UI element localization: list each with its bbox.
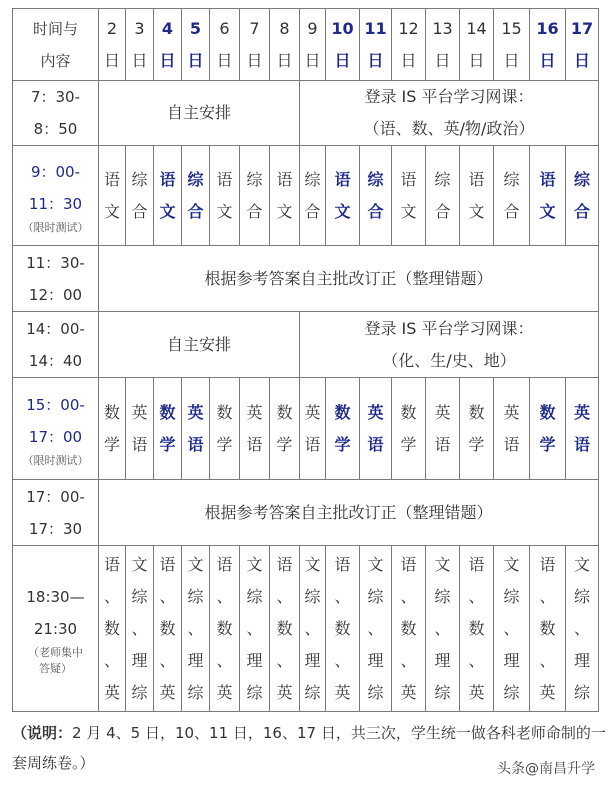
row-morning-self [13,81,599,146]
qa-subject-cell [300,546,326,712]
day-number: 2 [106,18,118,38]
subject-cell [210,378,240,480]
subject-char: 综 [367,682,384,702]
day-header-cell [360,9,392,81]
subject-char: 语 [539,169,556,189]
subject-char: 理 [367,650,384,670]
day-unit: 日 [276,50,293,70]
subject-char: 综 [131,586,148,606]
subject-char: 理 [503,650,520,670]
subject-char: 、 [468,586,485,606]
subject-char: 语 [276,169,293,189]
footer-lead: （说明： [12,724,73,742]
qa-subject-cell [210,546,240,712]
subject-char: 、 [276,586,293,606]
subject-char: 数 [334,402,351,422]
subject-cell [126,378,154,480]
subject-char: 英 [246,402,263,422]
subject-char: 综 [304,682,321,702]
time-start: 14：00- [26,319,85,338]
subject-char: 英 [159,682,176,702]
subject-char: 合 [367,201,384,221]
subject-char: 语 [131,434,148,454]
subject-char: 学 [539,434,556,454]
subject-char: 综 [246,586,263,606]
qa-subject-cell [270,546,300,712]
subject-char: 、 [503,618,520,638]
subject-char: 、 [304,618,321,638]
day-unit: 日 [334,50,351,70]
subject-cell [426,378,460,480]
subject-cell [566,146,599,246]
corner-line-2: 内容 [40,51,71,70]
qa-subject-cell [240,546,270,712]
subject-cell [240,146,270,246]
subject-char: 英 [434,402,451,422]
subject-char: 理 [187,650,204,670]
subject-cell [182,146,210,246]
subject-char: 语 [103,554,120,574]
subject-char: 英 [216,682,233,702]
day-header-cell [426,9,460,81]
time-start: 11：30- [26,253,85,272]
subject-char: 、 [159,650,176,670]
time-start: 9：00- [30,162,81,181]
time-start: 18:30— [26,587,85,606]
row-evening-qa [13,546,599,712]
subject-char: 、 [246,618,263,638]
subject-char: 语 [276,554,293,574]
day-header-cell [270,9,300,81]
subject-cell [460,378,494,480]
subject-char: 语 [159,169,176,189]
subject-cell [426,146,460,246]
subject-char: 综 [503,586,520,606]
subject-char: 英 [131,402,148,422]
qa-subject-cell [326,546,360,712]
day-number: 11 [364,18,387,38]
subject-char: 合 [131,201,148,221]
day-number: 7 [249,18,260,38]
subject-cell [270,378,300,480]
time-note-line-1: （老师集中 [28,645,83,659]
subject-char: 数 [539,618,556,638]
time-start: 15：00- [26,395,85,414]
subject-char: 综 [187,169,204,189]
subject-char: 语 [434,434,451,454]
subject-char: 、 [216,650,233,670]
time-end: 17：00 [28,427,83,446]
subject-char: 文 [503,554,520,574]
subject-cell [392,378,426,480]
schedule-table [12,8,599,712]
subject-char: 文 [276,201,293,221]
qa-subject-cell [392,546,426,712]
subject-char: 文 [187,554,204,574]
subject-char: 语 [304,434,321,454]
subject-char: 英 [503,402,520,422]
subject-char: 学 [216,434,233,454]
subject-char: 理 [304,650,321,670]
day-unit: 日 [216,50,233,70]
subject-char: 综 [573,169,590,189]
day-unit: 日 [246,50,263,70]
subject-char: 合 [304,201,321,221]
subject-char: 数 [103,618,120,638]
subject-cell [99,378,126,480]
subject-char: 文 [131,554,148,574]
subject-char: 语 [334,554,351,574]
subject-char: 数 [159,402,176,422]
subject-char: 学 [400,434,417,454]
day-header-cell [182,9,210,81]
subject-cell [566,378,599,480]
subject-char: 理 [131,650,148,670]
subject-char: 数 [468,402,485,422]
day-header-cell [566,9,599,81]
subject-char: 英 [367,402,384,422]
day-header-cell [126,9,154,81]
day-number: 16 [536,18,559,38]
subject-cell [126,146,154,246]
subject-char: 综 [304,169,321,189]
online-course-line-1: 登录 IS 平台学习网课： [364,87,534,106]
subject-char: 语 [216,554,233,574]
subject-char: 数 [216,402,233,422]
time-end: 11：30 [28,194,83,213]
subject-char: 英 [334,682,351,702]
subject-cell [360,378,392,480]
subject-char: 、 [159,586,176,606]
day-unit: 日 [434,50,451,70]
subject-char: 英 [103,682,120,702]
subject-char: 数 [276,402,293,422]
subject-char: 语 [159,554,176,574]
subject-char: 数 [468,618,485,638]
subject-cell [154,146,182,246]
subject-char: 文 [468,201,485,221]
row-correction-1 [13,246,599,312]
subject-char: 综 [503,169,520,189]
time-end: 17：30 [28,519,83,538]
subject-cell [270,146,300,246]
subject-char: 英 [573,402,590,422]
subject-cell [494,146,530,246]
time-cell [13,246,99,312]
subject-char: 综 [131,169,148,189]
day-number: 15 [501,18,522,38]
day-unit: 日 [367,50,384,70]
subject-char: 综 [246,169,263,189]
day-unit: 日 [304,50,321,70]
subject-char: 文 [103,201,120,221]
day-unit: 日 [503,50,520,70]
day-number: 17 [570,18,594,38]
subject-char: 合 [187,201,204,221]
corner-cell [13,9,99,81]
subject-cell [530,378,566,480]
subject-char: 综 [246,682,263,702]
subject-char: 、 [539,586,556,606]
subject-char: 、 [276,650,293,670]
subject-char: 数 [334,618,351,638]
self-arrange-cell: 自主安排 [99,312,300,378]
subject-char: 学 [159,434,176,454]
subject-cell [182,378,210,480]
day-header-cell [392,9,426,81]
time-cell [13,146,99,246]
online-course-line-2: （语、数、英/物/政治） [363,119,535,138]
time-end: 8：50 [33,120,78,138]
subject-cell [154,378,182,480]
qa-subject-cell [566,546,599,712]
subject-char: 、 [539,650,556,670]
subject-char: 综 [573,586,590,606]
time-note: （限时测试） [22,220,89,234]
day-unit: 日 [103,50,120,70]
subject-char: 文 [367,554,384,574]
subject-char: 合 [434,201,451,221]
subject-char: 、 [400,586,417,606]
subject-char: 合 [573,201,590,221]
day-number: 14 [466,18,487,38]
subject-char: 学 [334,434,351,454]
day-number: 8 [279,18,290,38]
subject-char: 语 [503,434,520,454]
correction-cell: 根据参考答案自主批改订正（整理错题） [99,246,599,312]
subject-char: 语 [246,434,263,454]
subject-char: 文 [539,201,556,221]
day-header-cell [460,9,494,81]
subject-char: 综 [503,682,520,702]
row-morning-test [13,146,599,246]
day-number: 6 [219,18,230,38]
subject-char: 、 [131,618,148,638]
time-note: （限时测试） [22,453,89,467]
subject-char: 综 [367,586,384,606]
subject-char: 理 [246,650,263,670]
day-unit: 日 [187,50,204,70]
subject-char: 语 [468,554,485,574]
day-number: 5 [189,18,202,38]
footer-body: 2 月 4、5 日，10、11 日，16、17 日，共三次，学生统一做各科老师命制的一套周练卷。） [12,724,606,772]
subject-char: 语 [367,434,384,454]
day-number: 10 [331,18,354,38]
subject-char: 综 [367,169,384,189]
day-number: 4 [161,18,174,38]
subject-char: 数 [103,402,120,422]
day-unit: 日 [539,50,556,70]
subject-cell [240,378,270,480]
qa-subject-cell [426,546,460,712]
row-correction-2 [13,480,599,546]
subject-cell [326,146,360,246]
day-header-cell [154,9,182,81]
day-number: 13 [432,18,453,38]
subject-char: 文 [246,554,263,574]
day-header-cell [210,9,240,81]
subject-char: 语 [187,434,204,454]
day-header-cell [300,9,326,81]
subject-char: 综 [304,586,321,606]
subject-char: 英 [276,682,293,702]
subject-char: 综 [573,682,590,702]
time-cell [13,378,99,480]
day-unit: 日 [468,50,485,70]
subject-char: 综 [187,682,204,702]
subject-char: 、 [334,650,351,670]
time-cell [13,480,99,546]
time-end: 12：00 [28,285,83,304]
correction-cell: 根据参考答案自主批改订正（整理错题） [99,480,599,546]
subject-char: 英 [468,682,485,702]
qa-subject-cell [460,546,494,712]
subject-char: 数 [539,402,556,422]
subject-char: 语 [573,434,590,454]
subject-char: 、 [103,650,120,670]
qa-subject-cell [494,546,530,712]
subject-char: 、 [434,618,451,638]
day-header-cell [530,9,566,81]
row-afternoon-test [13,378,599,480]
subject-char: 数 [400,618,417,638]
subject-char: 、 [103,586,120,606]
subject-char: 语 [539,554,556,574]
day-header-cell [99,9,126,81]
subject-char: 、 [468,650,485,670]
time-end: 21:30 [33,619,78,638]
subject-char: 学 [103,434,120,454]
subject-cell [392,146,426,246]
subject-cell [530,146,566,246]
day-unit: 日 [573,50,590,70]
qa-subject-cell [360,546,392,712]
subject-char: 数 [276,618,293,638]
subject-cell [360,146,392,246]
time-end: 14：40 [28,351,83,370]
row-afternoon-self [13,312,599,378]
subject-char: 语 [334,169,351,189]
corner-line-1: 时间与 [32,19,78,38]
subject-char: 语 [103,169,120,189]
subject-char: 数 [400,402,417,422]
subject-char: 学 [276,434,293,454]
subject-char: 、 [573,618,590,638]
day-number: 9 [307,18,318,38]
qa-subject-cell [530,546,566,712]
subject-char: 文 [304,554,321,574]
qa-subject-cell [154,546,182,712]
subject-char: 文 [434,554,451,574]
time-note-line-2: 答疑） [39,661,72,675]
time-cell [13,312,99,378]
time-start: 17：00- [26,487,85,506]
subject-char: 综 [434,682,451,702]
subject-char: 文 [400,201,417,221]
time-cell [13,546,99,712]
subject-char: 语 [216,169,233,189]
subject-char: 综 [187,586,204,606]
subject-char: 英 [304,402,321,422]
subject-char: 理 [434,650,451,670]
time-start: 7：30- [30,88,81,106]
online-course-cell [300,81,599,146]
subject-char: 数 [159,618,176,638]
subject-char: 、 [400,650,417,670]
subject-char: 语 [468,169,485,189]
subject-char: 文 [159,201,176,221]
day-number: 12 [398,18,419,38]
subject-char: 综 [434,169,451,189]
subject-cell [460,146,494,246]
subject-char: 、 [216,586,233,606]
subject-char: 学 [468,434,485,454]
subject-cell [300,378,326,480]
qa-subject-cell [99,546,126,712]
day-header-cell [240,9,270,81]
watermark: 头条@南昌升学 [497,761,595,777]
day-unit: 日 [159,50,176,70]
subject-cell [326,378,360,480]
day-unit: 日 [400,50,417,70]
header-row [13,9,599,81]
time-cell [13,81,99,146]
subject-char: 文 [216,201,233,221]
online-course-line-2: （化、生/史、地） [382,350,516,370]
day-header-cell [326,9,360,81]
day-unit: 日 [131,50,148,70]
subject-char: 、 [187,618,204,638]
subject-char: 数 [216,618,233,638]
day-header-cell [494,9,530,81]
subject-char: 文 [573,554,590,574]
day-number: 3 [134,18,145,38]
subject-char: 语 [400,554,417,574]
qa-subject-cell [126,546,154,712]
subject-char: 理 [573,650,590,670]
subject-char: 语 [400,169,417,189]
subject-cell [300,146,326,246]
subject-char: 合 [246,201,263,221]
subject-char: 、 [334,586,351,606]
online-course-cell [300,312,599,378]
self-arrange-cell: 自主安排 [99,81,300,146]
subject-cell [494,378,530,480]
subject-char: 、 [367,618,384,638]
subject-char: 英 [539,682,556,702]
subject-cell [99,146,126,246]
subject-char: 合 [503,201,520,221]
subject-cell [210,146,240,246]
online-course-line-1: 登录 IS 平台学习网课： [364,318,534,338]
subject-char: 英 [187,402,204,422]
subject-char: 综 [131,682,148,702]
subject-char: 综 [434,586,451,606]
subject-char: 文 [334,201,351,221]
qa-subject-cell [182,546,210,712]
subject-char: 英 [400,682,417,702]
